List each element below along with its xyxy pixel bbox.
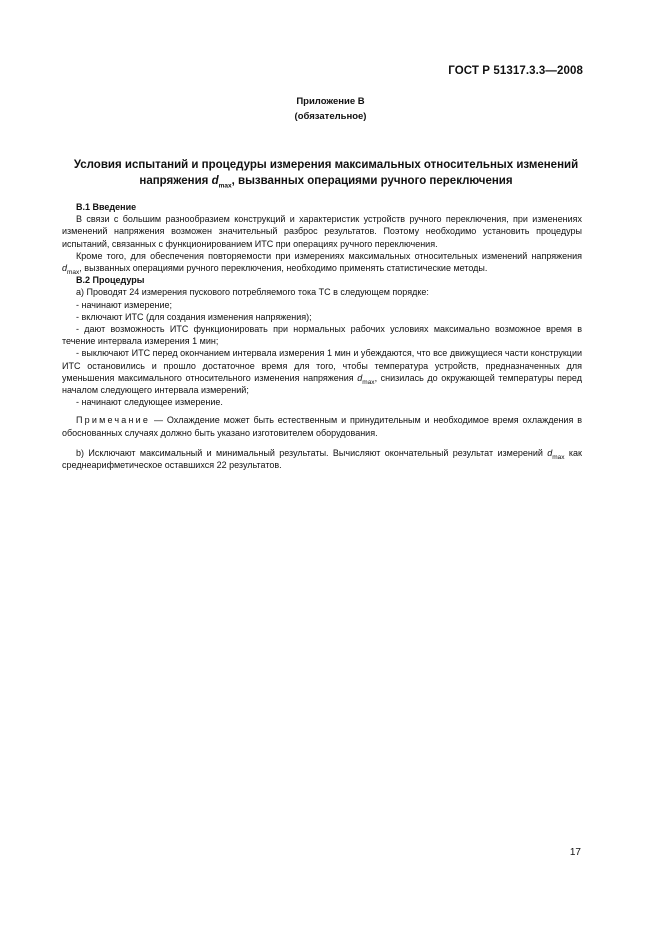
section-b1-paragraph-2 [62, 250, 582, 274]
procedure-item-1: - начинают измерение; [76, 299, 173, 310]
page-number: 17 [569, 847, 581, 858]
procedure-item-3: - дают возможность ИТС функционировать при нормальных рабочих условиях максимально возможное время в течение интервала измерения 1 мин; [62, 324, 582, 347]
note-text: — Охлаждение может быть естественным и принудительным и необходимое время охлаждения в обоснованных случаях должно быть указано изготовителем оборудования. [62, 415, 582, 438]
title-line-1: Условия испытаний и процедуры измерения максимальных относительных изменений [73, 159, 579, 171]
document-number: ГОСТ Р 51317.3.3—2008 [448, 65, 583, 77]
item-4-end: , снизилась до окружающей температуры перед началом следующего интервала измерений; [62, 372, 582, 396]
document-body [62, 201, 582, 471]
procedure-item-4 [62, 347, 582, 396]
title-line-2 [62, 173, 590, 189]
procedure-b-start: b) Исключают максимальный и минимальный результаты. Вычисляют окончательный результат измерений [76, 447, 548, 458]
symbol-sub: max [67, 268, 80, 276]
section-b2-heading: В.2 Процедуры [76, 275, 145, 286]
title-line-2-end: , вызванных операциями ручного переключения [231, 175, 513, 187]
symbol-sub: max [362, 378, 375, 386]
note [62, 414, 582, 438]
symbol-d: d [357, 372, 363, 383]
procedure-b [62, 447, 582, 471]
appendix-status: (обязательное) [294, 111, 367, 122]
section-b1-paragraph-1: В связи с большим разнообразием конструкций и характеристик устройств ручного переключения, при изменениях изменений напряжения возможен значительный разброс результатов. Поэтому необходимо установить процедуры испытаний, связанных с функционированием ИТС при операциях ручного переключения. [62, 214, 582, 249]
procedure-b-end: как среднеарифметическое оставшихся 22 результатов. [62, 447, 582, 471]
procedure-item-5: - начинают следующее измерение. [76, 397, 223, 408]
title-line-2-start: напряжения [139, 175, 212, 187]
section-b1-heading: В.1 Введение [76, 202, 137, 212]
b1-p2-end: , вызванных операциями ручного переключения, необходимо применять статистические методы. [79, 263, 488, 274]
title-subscript: max [218, 182, 232, 190]
symbol-d: d [547, 447, 553, 458]
procedure-item-2: - включают ИТС (для создания изменения напряжения); [76, 311, 312, 322]
b1-p2-start: Кроме того, для обеспечения повторяемости при измерениях максимальных относительных изменений напряжения [76, 250, 582, 261]
appendix-title [62, 157, 590, 189]
symbol-d: d [62, 263, 68, 274]
item-4-start: - выключают ИТС перед окончанием интервала измерения 1 мин и убеждаются, что все движущиеся части конструкции ИТС остановились и прошло достаточное время для того, чтобы температура устройств, предназначенных для уменьшения максимального относительного изменения напряжения [62, 348, 582, 383]
symbol-sub: max [552, 453, 565, 461]
appendix-heading [0, 94, 661, 124]
title-symbol: d [211, 175, 219, 187]
procedure-a: а) Проводят 24 измерения пускового потребляемого тока ТС в следующем порядке: [76, 287, 429, 298]
appendix-label: Приложение В [296, 96, 365, 107]
note-label: Примечание [76, 415, 151, 426]
